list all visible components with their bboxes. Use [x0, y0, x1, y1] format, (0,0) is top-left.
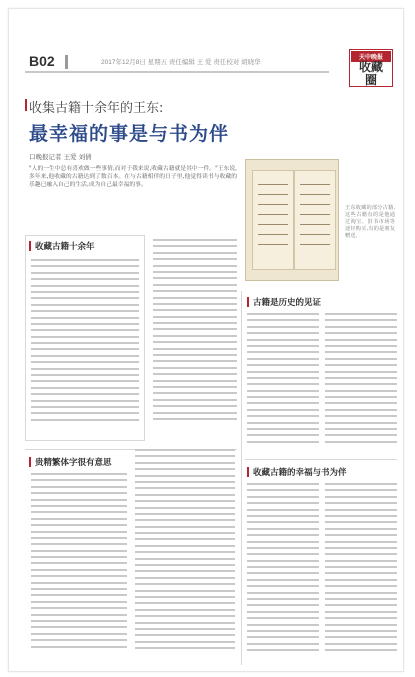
section-heading-history: 古籍是历史的见证	[253, 298, 322, 308]
section-heading-characters: 贵精繁体字很有意思	[35, 458, 112, 468]
section-body-happiness-col2	[325, 483, 397, 663]
column-badge	[349, 49, 393, 87]
column-name	[350, 61, 392, 87]
section-rule	[245, 459, 397, 460]
article-subtitle: 收集古籍十余年的王东:	[29, 101, 164, 116]
section-marker	[247, 297, 249, 307]
section-marker	[247, 467, 249, 477]
page-number: B02	[29, 53, 55, 69]
section-body-history-col2	[325, 313, 397, 451]
ancient-books-photo	[245, 159, 339, 281]
subtitle-marker	[25, 99, 27, 111]
photo-caption: 王东收藏的部分古籍,这些古籍有的是他通过淘宝、旧书市场等途径购买,有的是朋友赠送。	[345, 205, 395, 239]
article-title: 最幸福的事是与书为伴	[29, 123, 230, 145]
column-name-line-1: 收藏	[358, 60, 383, 74]
brand-name: 天中晚报	[351, 51, 391, 62]
page-meta: 2017年12月8日 星期五 责任编辑 王 爱 责任校对 胡晓华	[101, 59, 261, 66]
section-heading-collecting: 收藏古籍十余年	[35, 242, 95, 252]
article-lead: "人的一生中总有喜欢做一些事情,而对于我来说,收藏古籍就是其中一件。"王东说,多年来,他收藏的古籍达到了数百本。在与古籍相伴的日子里,他觉得读书与收藏的乐趣已融入自己的生活,成为自己最幸福的事。	[29, 166, 237, 188]
section-marker	[29, 241, 31, 251]
page-header	[9, 9, 404, 89]
column-divider	[241, 291, 242, 665]
section-body-collecting-continued	[153, 239, 237, 435]
book-page-left	[252, 170, 294, 270]
section-marker	[29, 457, 31, 467]
section-body-collecting	[31, 259, 139, 435]
page-number-divider	[65, 55, 68, 69]
section-body-characters-col2	[135, 449, 235, 663]
header-rule	[25, 71, 329, 73]
section-body-happiness-col1	[247, 483, 319, 663]
section-body-characters-col1	[31, 473, 127, 663]
column-name-line-2: 圈	[364, 73, 377, 87]
book-page-right	[294, 170, 336, 270]
newspaper-page	[8, 8, 404, 672]
section-body-history-col1	[247, 313, 319, 451]
article-byline: 口晚报记者 王爱 刘倩	[29, 153, 92, 161]
section-heading-happiness: 收藏古籍的幸福与书为伴	[253, 468, 347, 478]
